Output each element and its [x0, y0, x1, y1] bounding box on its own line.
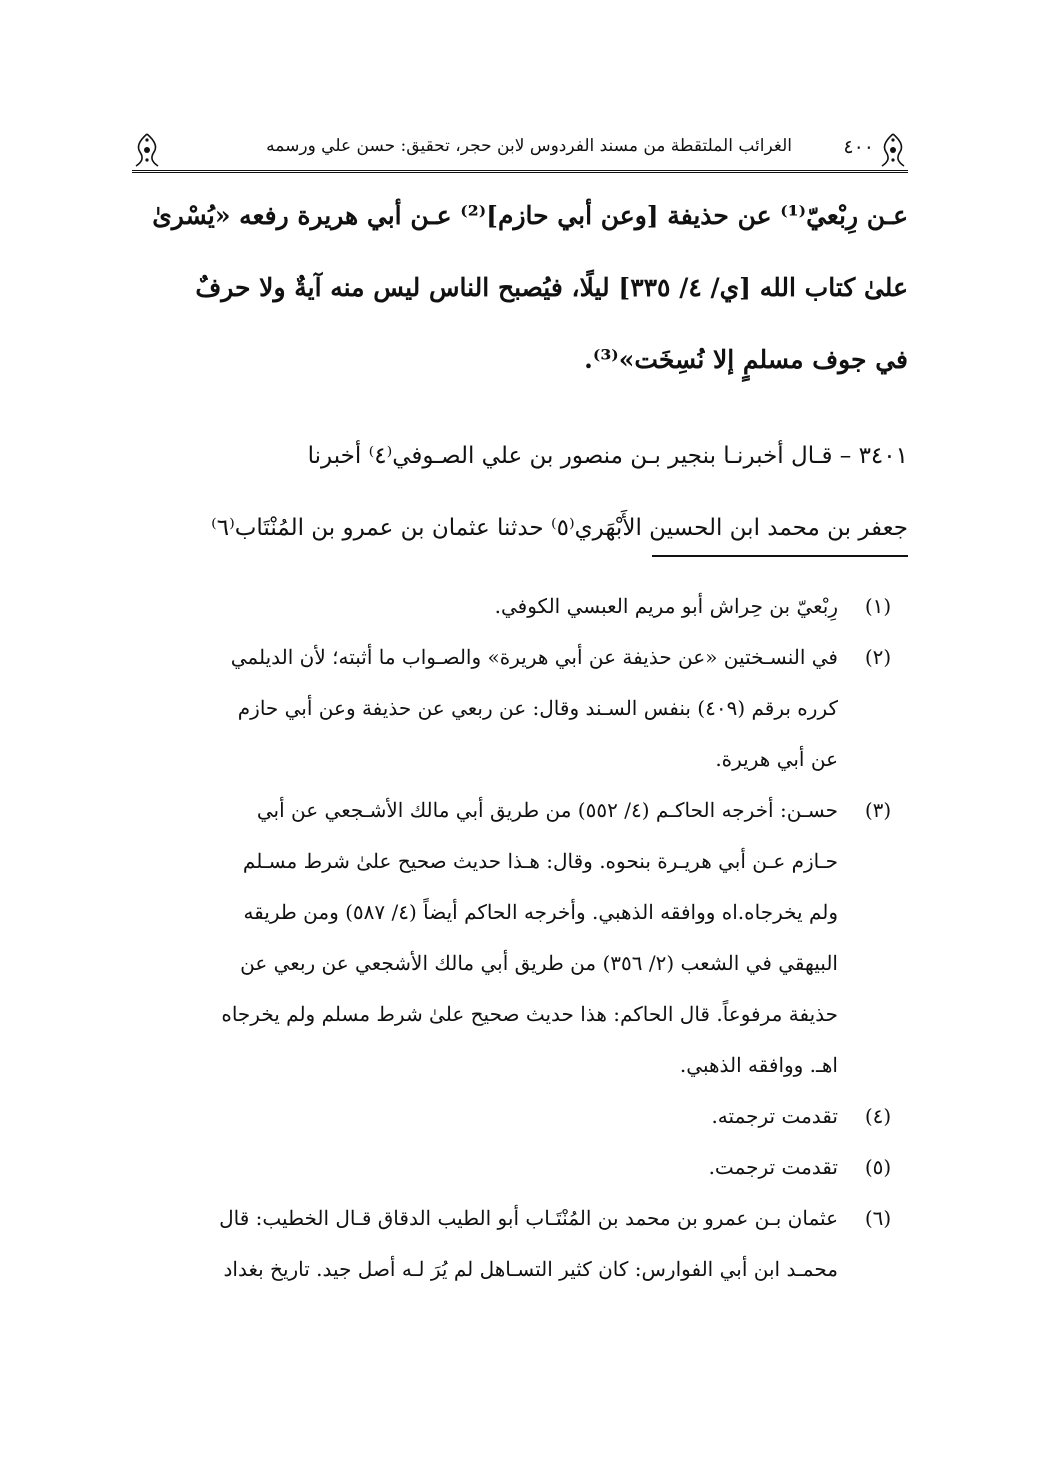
- footnote: [132, 633, 908, 786]
- footnote-line: حذيفة مرفوعاً. قال الحاكم: هذا حديث صحيح علىٰ شرط مسلم ولم يخرجاه: [221, 1002, 838, 1026]
- running-title: الغرائب الملتقطة من مسند الفردوس لابن حجر، تحقيق: حسن علي ورسمه: [266, 136, 792, 156]
- footnote-line: البيهقي في الشعب (٢/ ٣٥٦) من طريق أبي مالك الأشجعي عن ربعي عن: [240, 951, 838, 975]
- footnote: [132, 582, 908, 633]
- hadith-line: ٣٤٠١ – قـال أخبرنـا بنجير بـن منصور بن علي الصـوفي⁽٤⁾ أخبرنا: [307, 443, 908, 469]
- footnote-number: (٢): [864, 645, 892, 669]
- hadith-line: جعفر بن محمد ابن الحسين الأَبْهَري⁽٥⁾ حدثنا عثمان بن عمرو بن المُنْتَاب⁽٦⁾: [211, 515, 908, 541]
- footnote: [132, 1092, 908, 1143]
- header-rule: [132, 170, 908, 173]
- footnote-line: ولم يخرجاه.اه ووافقه الذهبي. وأخرجه الحاكم أيضاً (٤/ ٥٨٧) ومن طريقه: [243, 900, 838, 924]
- footnote: [132, 786, 908, 1092]
- footnotes: [132, 582, 908, 1296]
- footnote-line: كرره برقم (٤٠٩) بنفس السـند وقال: عن ربعي عن حذيفة وعن أبي حازم: [237, 696, 838, 720]
- footnote-line: تقدمت ترجمته.: [711, 1104, 838, 1128]
- footnote: [132, 1143, 908, 1194]
- footnote-line: محمـد ابن أبي الفوارس: كان كثير التسـاهل لم يُرَ لـه أصل جيد. تاريخ بغداد: [223, 1257, 838, 1281]
- text-line: في جوف مسلمٍ إلا نُسِخَت»⁽³⁾.: [584, 345, 908, 374]
- footnote-line: عن أبي هريرة.: [715, 747, 838, 771]
- text-line: علىٰ كتاب الله [ي/ ٤/ ٣٣٥] ليلًا، فيُصبح الناس ليس منه آيةٌ ولا حرفٌ: [195, 273, 908, 302]
- ornament-icon: [132, 132, 162, 168]
- footnote-line: حـازم عـن أبي هريـرة بنحوه. وقال: هـذا حديث صحيح علىٰ شرط مسـلم: [242, 849, 838, 873]
- footnote-line: رِبْعيّ بن حِراش أبو مريم العبسي الكوفي.: [494, 594, 838, 618]
- footnote-line: اهـ. ووافقه الذهبي.: [679, 1053, 838, 1077]
- page-header: [132, 132, 908, 172]
- footnote-number: (٤): [864, 1104, 892, 1128]
- footnote-line: حسـن: أخرجه الحاكـم (٤/ ٥٥٢) من طريق أبي مالك الأشـجعي عن أبي: [256, 798, 838, 822]
- footnote-line: تقدمت ترجمت.: [708, 1155, 838, 1179]
- footnote-separator: [652, 555, 908, 557]
- footnote-number: (٦): [864, 1206, 892, 1230]
- text-line: عـن رِبْعيّ⁽¹⁾ عن حذيفة [وعن أبي حازم]⁽²⁾ عـن أبي هريرة رفعه «يُسْرىٰ: [152, 201, 908, 230]
- footnote-number: (٥): [864, 1155, 892, 1179]
- footnote-number: (١): [864, 594, 892, 618]
- ornament-icon: [878, 132, 908, 168]
- footnote-line: عثمان بـن عمرو بن محمد بن المُنْتَـاب أبو الطيب الدقاق قـال الخطيب: قال: [219, 1206, 838, 1230]
- main-text: [132, 180, 908, 564]
- footnote-line: في النسـختين «عن حذيفة عن أبي هريرة» والصـواب ما أثبته؛ لأن الديلمي: [230, 645, 838, 669]
- footnote-number: (٣): [864, 798, 892, 822]
- page-number: ٤٠٠: [843, 136, 874, 158]
- footnote: [132, 1194, 908, 1296]
